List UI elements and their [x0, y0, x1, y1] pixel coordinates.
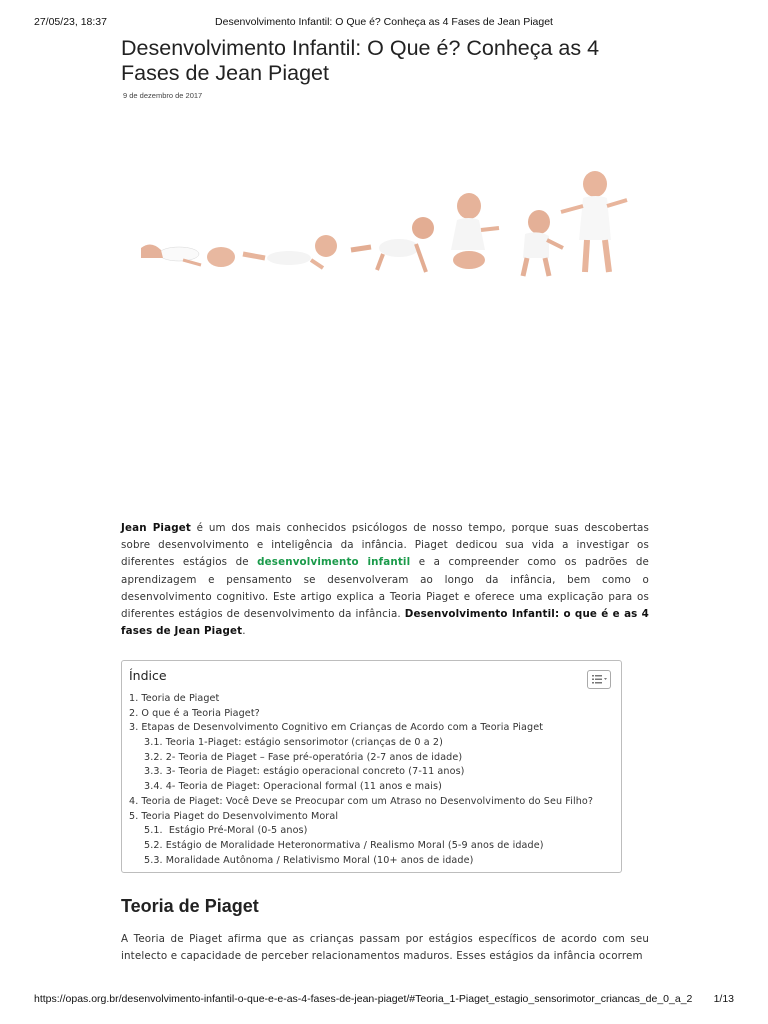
baby-sitting: [451, 193, 499, 269]
toc-item-label: Teoria de Piaget: [141, 693, 220, 704]
article-title: Desenvolvimento Infantil: O Que é? Conheça as 4 Fases de Jean Piaget: [121, 36, 600, 85]
toc-item-label: 2- Teoria de Piaget – Fase pré-operatória (2-7 anos de idade): [165, 751, 463, 763]
toc-item-label: Moralidade Autônoma / Relativismo Moral (10+ anos de idade): [165, 854, 474, 866]
print-url: https://opas.org.br/desenvolvimento-infantil-o-que-e-e-as-4-fases-de-jean-piaget/#Teoria_1-Piaget_estagio_sensorimotor_criancas_de_0_a_2: [34, 993, 693, 1005]
toc-toggle-button[interactable]: [587, 670, 611, 689]
print-datetime: 27/05/23, 18:37: [34, 16, 107, 28]
toc-item-number: 3.3.: [144, 766, 163, 778]
link-desenvolvimento-infantil[interactable]: desenvolvimento infantil: [257, 556, 411, 569]
toc-item-number: 5.: [129, 810, 139, 822]
toc-item-label: Teoria de Piaget: Você Deve se Preocupar com um Atraso no Desenvolvimento do Seu Filho?: [141, 795, 594, 807]
intro-end: .: [242, 625, 246, 638]
section-heading: Teoria de Piaget: [121, 896, 259, 916]
toc-item[interactable]: [129, 810, 593, 825]
toc-item-number: 5.1.: [144, 825, 163, 837]
toc-item-number: 4.: [129, 795, 139, 807]
toc-item-number: 3.1.: [144, 737, 163, 749]
toc-item-label: Etapas de Desenvolvimento Cognitivo em Crianças de Acordo com a Teoria Piaget: [141, 722, 544, 734]
toc-item-label: Teoria 1-Piaget: estágio sensorimotor (crianças de 0 a 2): [165, 737, 443, 749]
toc-subitem[interactable]: [129, 736, 593, 751]
intro-text-1: é um dos mais conhecidos psicólogos de nosso tempo, porque suas descobertas sobre desenvolvimento e inteligência da infância. Piaget dedicou sua vida a investigar os diferentes estágios de: [121, 522, 649, 569]
toc-item-label: Teoria Piaget do Desenvolvimento Moral: [141, 810, 339, 822]
toc-list: [129, 692, 593, 868]
toc-item[interactable]: [129, 721, 593, 736]
baby-crawling: [351, 217, 434, 272]
baby-walking: [561, 171, 627, 272]
toc-subitem[interactable]: [129, 765, 593, 780]
print-doc-title: Desenvolvimento Infantil: O Que é? Conheça as 4 Fases de Jean Piaget: [215, 16, 553, 28]
list-icon: [588, 671, 610, 688]
toc-item-number: 3.4.: [144, 781, 163, 793]
baby-standing-up: [523, 210, 563, 276]
toc-title: Índice: [129, 668, 167, 683]
intro-text-2: e a compreender como os padrões de aprendizagem e pensamento se desenvolveram ao longo da infância, bem como o desenvolvimento cognitivo. Este artigo explica a Teoria Piaget e oferece uma explicação para os diferentes estágios de desenvolvimento da infância.: [121, 556, 649, 621]
toc-item-number: 2.: [129, 707, 139, 719]
intro-paragraph: [121, 520, 649, 640]
intro-bold-summary: Desenvolvimento Infantil: o que é e as 4 fases de Jean Piaget: [121, 608, 649, 638]
toc-item-label: 4- Teoria de Piaget: Operacional formal (11 anos e mais): [165, 781, 442, 793]
toc-item-number: 3.: [129, 722, 139, 734]
toc-subitem[interactable]: [129, 839, 593, 854]
toc-item-number: 5.3.: [144, 854, 163, 866]
print-page-number: 1/13: [713, 993, 734, 1005]
post-date: 9 de dezembro de 2017: [123, 91, 203, 100]
toc-subitem[interactable]: [129, 824, 593, 839]
baby-tummy: [243, 235, 337, 268]
toc-item-number: 3.2.: [144, 751, 163, 763]
toc-item[interactable]: [129, 707, 593, 722]
toc-item-label: Estágio de Moralidade Heteronormativa / Realismo Moral (5-9 anos de idade): [165, 839, 544, 851]
intro-bold-name: Jean Piaget: [121, 522, 191, 534]
toc-item-number: 5.2.: [144, 839, 163, 851]
toc-subitem[interactable]: [129, 780, 593, 795]
toc-subitem[interactable]: [129, 854, 593, 869]
hero-image-babies: [121, 120, 649, 500]
baby-lying: [141, 244, 235, 267]
toc-item-number: 1.: [129, 693, 139, 704]
toc-item[interactable]: [129, 692, 593, 707]
toc-item-label: O que é a Teoria Piaget?: [141, 707, 260, 719]
toc-subitem[interactable]: [129, 751, 593, 766]
toc-item-label: Estágio Pré-Moral (0-5 anos): [165, 825, 308, 837]
toc-item-label: 3- Teoria de Piaget: estágio operacional concreto (7-11 anos): [165, 766, 465, 778]
section-paragraph: A Teoria de Piaget afirma que as crianças passam por estágios específicos de acordo com seu intelecto e capacidade de perceber relacionamentos maduros. Esses estágios da infância ocorrem: [121, 933, 649, 963]
toc-item[interactable]: [129, 795, 593, 810]
table-of-contents: [121, 660, 622, 873]
